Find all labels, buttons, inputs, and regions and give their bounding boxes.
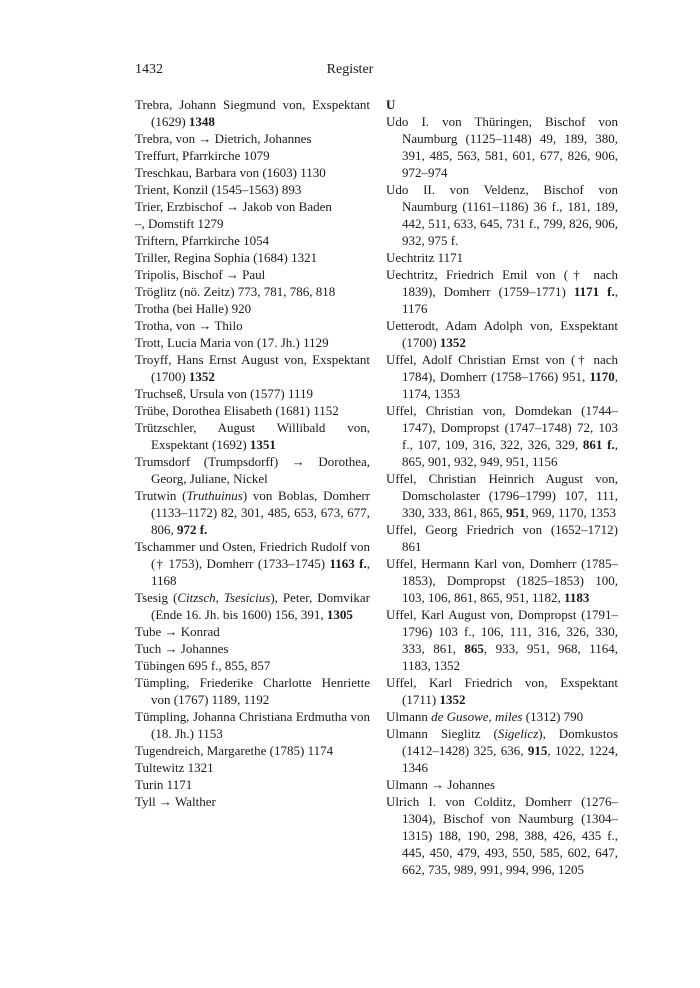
index-entry bbox=[135, 181, 370, 198]
page-ref-bold: 1352 bbox=[188, 369, 215, 384]
entry-text: Trotha (bei Halle) 920 bbox=[135, 301, 252, 316]
page-ref-bold: 1351 bbox=[249, 437, 276, 452]
entry-text: Trient, Konzil (1545–1563) 893 bbox=[135, 182, 302, 197]
index-entry bbox=[135, 419, 370, 453]
index-entry bbox=[386, 674, 618, 708]
index-entry bbox=[135, 487, 370, 538]
entry-text: Uffel, Adolf Christian Ernst von († nach 1784), Domherr (1758–1766) 951, bbox=[386, 352, 618, 384]
page-ref-bold: 1170 bbox=[589, 369, 615, 384]
entry-text: ), Peter, Domvikar (Ende 16. Jh. bis 1600) 156, 391, bbox=[151, 590, 370, 622]
index-entry bbox=[386, 317, 618, 351]
index-entry bbox=[135, 759, 370, 776]
index-entry bbox=[135, 657, 370, 674]
entry-text: , 1168 bbox=[151, 556, 370, 588]
index-entry bbox=[135, 249, 370, 266]
index-entry bbox=[386, 606, 618, 674]
entry-text: ) von Boblas, Domherr (1133–1172) 82, 301, 485, 653, 673, 677, 806, bbox=[151, 488, 370, 537]
entry-text: Tultewitz 1321 bbox=[135, 760, 214, 775]
page-ref-bold: 1348 bbox=[188, 114, 215, 129]
page-ref-bold: 951 bbox=[506, 505, 526, 520]
index-entry bbox=[135, 708, 370, 742]
index-entry bbox=[386, 793, 618, 878]
index-entry bbox=[135, 793, 370, 810]
index-entry bbox=[135, 300, 370, 317]
entry-text: Udo II. von Veldenz, Bischof von Naumburg (1161–1186) 36 f., 181, 189, 442, 511, 633, 645, 731 f., 799, 826, 906, 932, 975 f. bbox=[386, 182, 618, 248]
entry-text: Uetterodt, Adam Adolph von, Exspektant (1700) bbox=[386, 318, 618, 350]
entry-text: Uffel, Karl Friedrich von, Exspektant (1711) bbox=[386, 675, 618, 707]
entry-text: Tripolis, Bischof → Paul bbox=[135, 267, 266, 282]
index-entry bbox=[135, 674, 370, 708]
section-letter: U bbox=[386, 97, 396, 112]
register-column-right bbox=[386, 96, 618, 878]
entry-text: Ulmann → Johannes bbox=[386, 777, 496, 792]
index-entry bbox=[135, 266, 370, 283]
page-ref-bold: 972 f. bbox=[177, 522, 208, 537]
entry-italic: Truthuinus bbox=[186, 488, 243, 503]
entry-text: Trott, Lucia Maria von (17. Jh.) 1129 bbox=[135, 335, 329, 350]
index-entry bbox=[135, 215, 370, 232]
entry-text: Tube → Konrad bbox=[135, 624, 220, 639]
entry-text: Tümpling, Friederike Charlotte Henriette von (1767) 1189, 1192 bbox=[135, 675, 370, 707]
index-entry bbox=[386, 351, 618, 402]
index-entry bbox=[386, 776, 618, 793]
index-entry bbox=[135, 776, 370, 793]
entry-text: Treffurt, Pfarrkirche 1079 bbox=[135, 148, 270, 163]
entry-text: Tübingen 695 f., 855, 857 bbox=[135, 658, 271, 673]
index-entry bbox=[386, 555, 618, 606]
entry-text: , 1174, 1353 bbox=[402, 369, 618, 401]
entry-text: , bbox=[215, 590, 224, 605]
page-ref-bold: 1352 bbox=[439, 692, 466, 707]
entry-text: Uffel, Christian Heinrich August von, Domscholaster (1796–1799) 107, 111, 330, 333, 861, 865, bbox=[386, 471, 618, 520]
index-entry bbox=[135, 232, 370, 249]
index-entry bbox=[135, 351, 370, 385]
page-ref-bold: 1163 f. bbox=[329, 556, 367, 571]
index-entry bbox=[135, 317, 370, 334]
entry-text: , 1176 bbox=[402, 284, 618, 316]
index-entry bbox=[135, 453, 370, 487]
index-entry bbox=[386, 249, 618, 266]
entry-text: Trier, Erzbischof → Jakob von Baden bbox=[135, 199, 332, 214]
entry-text: Tröglitz (nö. Zeitz) 773, 781, 786, 818 bbox=[135, 284, 336, 299]
entry-text: (1312) 790 bbox=[522, 709, 584, 724]
entry-text: Troyff, Hans Ernst August von, Exspektant (1700) bbox=[135, 352, 370, 384]
entry-text: Uffel, Karl August von, Dompropst (1791–1796) 103 f., 106, 111, 316, 326, 330, 333, 861, bbox=[386, 607, 618, 656]
entry-text: Uechtritz, Friedrich Emil von († nach 1839), Domherr (1759–1771) bbox=[386, 267, 618, 299]
index-entry bbox=[386, 402, 618, 470]
entry-text: Uffel, Georg Friedrich von (1652–1712) 861 bbox=[386, 522, 618, 554]
entry-text: Ulmann bbox=[386, 709, 432, 724]
page-number: 1432 bbox=[135, 62, 163, 77]
index-entry bbox=[135, 164, 370, 181]
entry-text: –, Domstift 1279 bbox=[135, 216, 224, 231]
page-ref-bold: 861 f. bbox=[582, 437, 615, 452]
entry-text: Tugendreich, Margarethe (1785) 1174 bbox=[135, 743, 334, 758]
entry-italic: Sigelicz bbox=[497, 726, 539, 741]
entry-text: , 969, 1170, 1353 bbox=[525, 505, 617, 520]
register-column-left bbox=[135, 96, 370, 810]
index-entry bbox=[135, 283, 370, 300]
entry-text: , 1022, 1224, 1346 bbox=[402, 743, 618, 775]
entry-text: Trumsdorf (Trumpsdorff) → Dorothea, Georg, Juliane, Nickel bbox=[135, 454, 370, 486]
index-entry bbox=[135, 538, 370, 589]
page-ref-bold: 1305 bbox=[326, 607, 353, 622]
entry-text: Tyll → Walther bbox=[135, 794, 216, 809]
running-head: Register bbox=[326, 62, 374, 77]
index-entry bbox=[135, 334, 370, 351]
entry-italic: Tsesicius bbox=[223, 590, 271, 605]
entry-text: Treschkau, Barbara von (1603) 1130 bbox=[135, 165, 326, 180]
page-ref-bold: 865 bbox=[464, 641, 484, 656]
index-entry bbox=[135, 385, 370, 402]
page-ref-bold: 1171 f. bbox=[573, 284, 615, 299]
index-entry bbox=[135, 623, 370, 640]
entry-text: Ulmann Sieglitz ( bbox=[386, 726, 498, 741]
index-entry bbox=[135, 147, 370, 164]
index-entry bbox=[135, 742, 370, 759]
entry-text: Trutwin ( bbox=[135, 488, 187, 503]
entry-text: Ulrich I. von Colditz, Domherr (1276–1304), Bischof von Naumburg (1304–1315) 188, 190, 298, 388, 426, 435 f., 445, 450, 479, 493, 550, 585, 602, 647, 662, 735, 989, 991, 994, 996, 1205 bbox=[386, 794, 618, 877]
entry-text: Trebra, von → Dietrich, Johannes bbox=[135, 131, 312, 146]
entry-text: Udo I. von Thüringen, Bischof von Naumburg (1125–1148) 49, 189, 380, 391, 485, 563, 581, 601, 677, 826, 906, 972–974 bbox=[386, 114, 618, 180]
entry-text: Uechtritz 1171 bbox=[386, 250, 464, 265]
entry-text: Triller, Regina Sophia (1684) 1321 bbox=[135, 250, 318, 265]
index-entry bbox=[386, 521, 618, 555]
page-ref-bold: 1352 bbox=[439, 335, 466, 350]
index-entry bbox=[386, 470, 618, 521]
entry-italic: de Gusowe, miles bbox=[431, 709, 523, 724]
entry-text: Trotha, von → Thilo bbox=[135, 318, 243, 333]
entry-text: , 933, 951, 968, 1164, 1183, 1352 bbox=[402, 641, 618, 673]
entry-text: Uffel, Christian von, Domdekan (1744–1747), Dompropst (1747–1748) 72, 103 f., 107, 109, 316, 322, 326, 329, bbox=[386, 403, 618, 452]
index-entry bbox=[386, 708, 618, 725]
index-entry bbox=[135, 130, 370, 147]
index-entry bbox=[135, 96, 370, 130]
entry-text: Trebra, Johann Siegmund von, Exspektant (1629) bbox=[135, 97, 370, 129]
entry-italic: Citzsch bbox=[177, 590, 216, 605]
entry-text: Turin 1171 bbox=[135, 777, 193, 792]
entry-text: Uffel, Hermann Karl von, Domherr (1785–1853), Dompropst (1825–1853) 100, 103, 106, 861, 865, 951, 1182, bbox=[386, 556, 618, 605]
entry-text: Trützschler, August Willibald von, Exspektant (1692) bbox=[135, 420, 370, 452]
entry-text: , 865, 901, 932, 949, 951, 1156 bbox=[402, 437, 618, 469]
entry-text: Truchseß, Ursula von (1577) 1119 bbox=[135, 386, 314, 401]
page-ref-bold: 915 bbox=[527, 743, 548, 758]
entry-text: Triftern, Pfarrkirche 1054 bbox=[135, 233, 270, 248]
index-entry bbox=[386, 181, 618, 249]
entry-text: ), Domkustos (1412–1428) 325, 636, bbox=[402, 726, 618, 758]
index-entry bbox=[135, 198, 370, 215]
index-entry bbox=[135, 640, 370, 657]
entry-text: Tschammer und Osten, Friedrich Rudolf von († 1753), Domherr (1733–1745) bbox=[135, 539, 370, 571]
index-entry bbox=[135, 402, 370, 419]
entry-text: Trübe, Dorothea Elisabeth (1681) 1152 bbox=[135, 403, 339, 418]
index-entry bbox=[386, 113, 618, 181]
entry-text: Tsesig ( bbox=[135, 590, 178, 605]
index-entry bbox=[135, 589, 370, 623]
entry-text: Tümpling, Johanna Christiana Erdmutha von (18. Jh.) 1153 bbox=[135, 709, 370, 741]
index-entry bbox=[386, 266, 618, 317]
entry-text: Tuch → Johannes bbox=[135, 641, 229, 656]
index-entry bbox=[386, 725, 618, 776]
page-ref-bold: 1183 bbox=[564, 590, 590, 605]
